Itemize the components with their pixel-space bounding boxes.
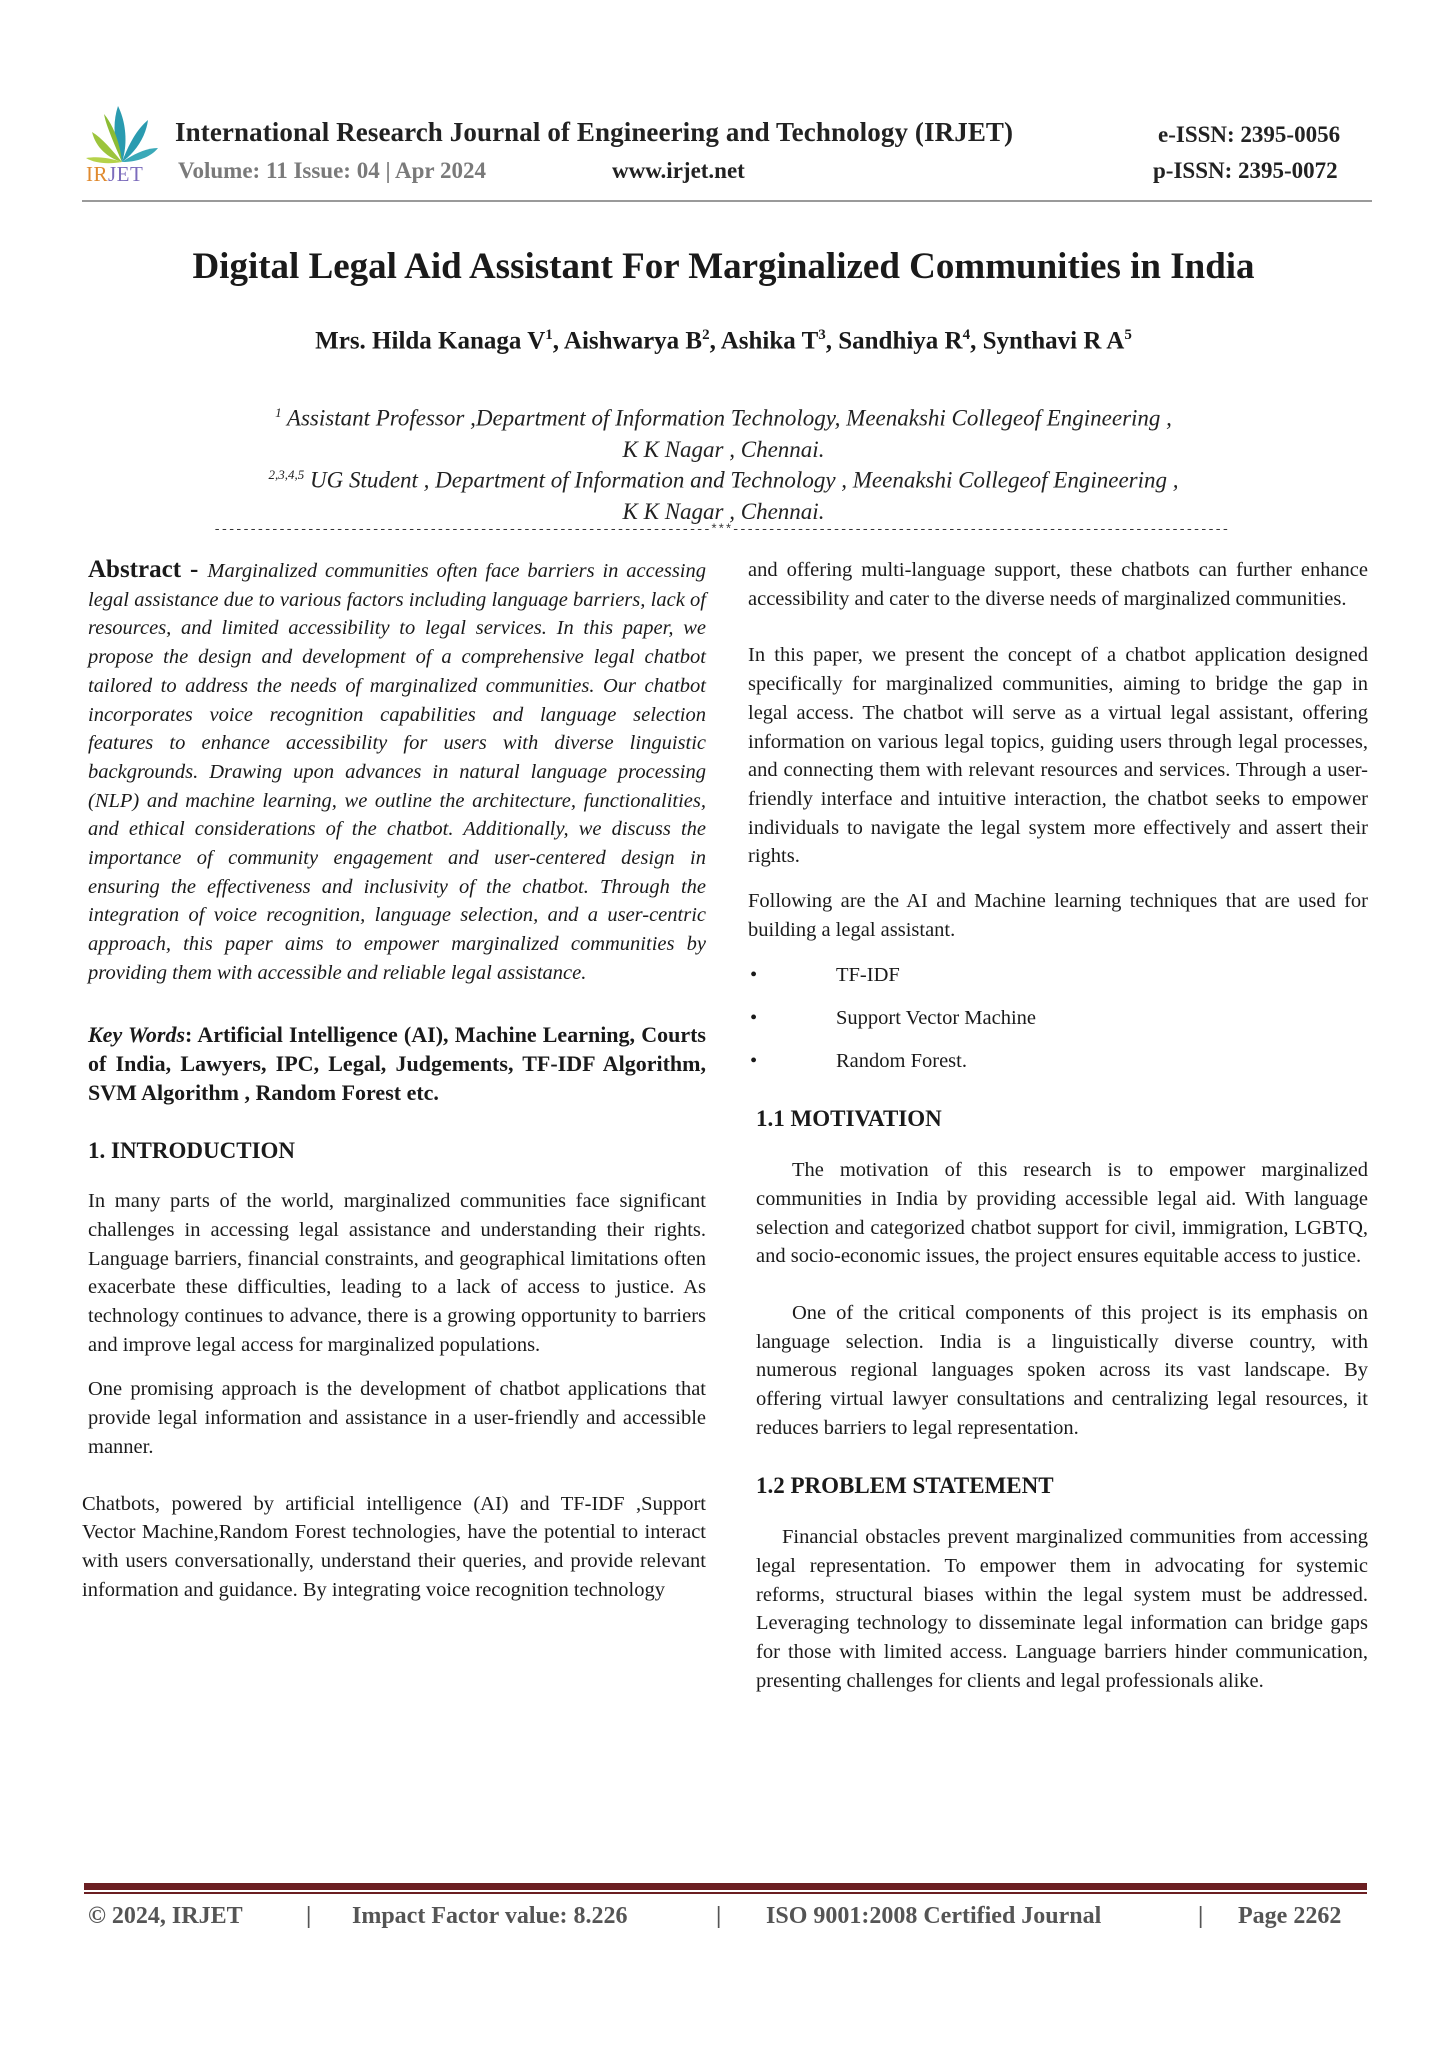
affiliation-2: [0, 459, 1447, 527]
affiliation-sup: 1: [275, 405, 282, 420]
author: Mrs. Hilda Kanaga V: [315, 327, 546, 355]
keywords-text: : Artificial Intelligence (AI), Machine Learning, Courts of India, Lawyers, IPC, Legal, Judgements, TF-IDF Algorithm, SVM Algorithm , Random Forest etc.: [88, 1021, 706, 1105]
page-footer: [88, 1903, 1368, 1943]
intro-paragraph: Chatbots, powered by artificial intelligence (AI) and TF-IDF ,Support Vector Machine,Random Forest technologies, have the potential to interact with users conversationally, understand their queries, and provide relevant information and guidance. By integrating voice recognition technology: [82, 1492, 706, 1601]
motivation-paragraph: One of the critical components of this project is its emphasis on language selection. India is a linguistically diverse country, with numerous regional languages spoken across its vast landscape. By offering virtual lawyer consultations and centralizing legal resources, it reduces barriers to legal representation.: [756, 1301, 1368, 1439]
list-item: • Support Vector Machine: [748, 997, 1368, 1040]
footer-copyright: © 2024, IRJET: [88, 1903, 243, 1929]
header-divider: [82, 200, 1372, 202]
affiliation-line: UG Student , Department of Information and Technology , Meenakshi Collegeof Engineering ,: [304, 467, 1179, 493]
abstract-label: Abstract -: [88, 556, 208, 583]
footer-rule-thin: [84, 1892, 1367, 1894]
footer-divider: |: [1198, 1903, 1204, 1929]
section-heading-motivation: 1.1 MOTIVATION: [756, 1106, 942, 1132]
irjet-logo: [84, 104, 160, 188]
motivation-paragraph: The motivation of this research is to empower marginalized communities in India by providing accessible legal aid. With language selection and categorized chatbot support for civil, immigration, LGBTQ, and socio-economic issues, the project ensures equitable access to justice.: [756, 1159, 1368, 1268]
body-paragraph: and offering multi-language support, these chatbots can further enhance accessibility and cater to the diverse needs of marginalized communities.: [748, 559, 1368, 610]
affiliation-line: K K Nagar , Chennai.: [622, 498, 825, 524]
author-list: Mrs. Hilda Kanaga $V^1$, Aishwarya $B^2$, Ashika $T^3$, Sandhiya $R^4$, Synthavi R $A^5$: [315, 327, 1132, 355]
affiliation-line: Assistant Professor ,Department of Information Technology, Meenakshi Collegeof Engineering ,: [281, 405, 1172, 431]
author-affil-sup: 4: [962, 327, 971, 343]
affiliation-1: [0, 397, 1447, 465]
abstract: [88, 556, 706, 988]
logo-wordmark: IRJET: [86, 162, 144, 186]
problem-paragraph: Financial obstacles prevent marginalized communities from accessing legal representation. To empower them in advocating for systemic reforms, structural biases within the legal system must be addressed. Leveraging technology to disseminate legal information can bridge gaps for those with limited access. Language barriers hinder communication, presenting challenges for clients and legal professionals alike.: [756, 1526, 1368, 1692]
list-item: • Random Forest.: [748, 1040, 1368, 1083]
keywords: [88, 1020, 706, 1107]
paper-title: Digital Legal Aid Assistant For Marginalized Communities in India: [192, 246, 1255, 287]
left-column: [82, 556, 706, 1604]
footer-page-number: Page 2262: [1238, 1903, 1342, 1929]
techniques-list: [748, 954, 1368, 1083]
e-issn: e-ISSN: 2395-0056: [1158, 122, 1341, 147]
leaf-logo-icon: [84, 104, 160, 164]
footer-impact-factor: Impact Factor value: 8.226: [352, 1903, 628, 1929]
section-heading-introduction: 1. INTRODUCTION: [88, 1137, 296, 1163]
footer-rule: [84, 1883, 1367, 1890]
footer-divider: |: [716, 1903, 722, 1929]
affiliation-sup: 2,3,4,5: [268, 467, 305, 482]
journal-title: International Research Journal of Engineering and Technology (IRJET): [175, 117, 1014, 147]
affiliation-line: K K Nagar , Chennai.: [622, 436, 825, 462]
body-paragraph: Following are the AI and Machine learning techniques that are used for building a legal assistant.: [748, 890, 1368, 941]
author-affil-sup: 1: [545, 327, 553, 343]
p-issn: p-ISSN: 2395-0072: [1153, 158, 1338, 183]
author-affil-sup: 2: [702, 327, 710, 343]
author: Sandhiya R: [838, 327, 963, 355]
author-affil-sup: 3: [818, 327, 826, 343]
volume-issue: Volume: 11 Issue: 04 | Apr 2024: [178, 158, 486, 183]
author: Ashika T: [720, 327, 819, 355]
author-affil-sup: 5: [1124, 327, 1132, 343]
intro-paragraph: In many parts of the world, marginalized communities face significant challenges in accessing legal assistance and understanding their rights. Language barriers, financial constraints, and geographical limitations often exacerbate these difficulties, leading to a lack of access to justice. As technology continues to advance, there is a growing opportunity to barriers and improve legal access for marginalized populations.: [88, 1190, 706, 1356]
intro-paragraph: One promising approach is the development of chatbot applications that provide legal information and assistance in a user-friendly and accessible manner.: [88, 1378, 706, 1458]
body-paragraph: In this paper, we present the concept of a chatbot application designed specifically for marginalized communities, aiming to bridge the gap in legal access. The chatbot will serve as a virtual legal assistant, offering information on various legal topics, guiding users through legal processes, and connecting them with relevant resources and services. Through a user-friendly interface and intuitive interaction, the chatbot seeks to empower individuals to navigate the legal system more effectively and assert their rights.: [748, 644, 1368, 868]
author: Aishwarya B: [563, 327, 703, 355]
list-item: • TF-IDF: [748, 954, 1368, 997]
footer-divider: |: [306, 1903, 312, 1929]
keywords-label: Key Words: [88, 1021, 186, 1047]
footer-iso: ISO 9001:2008 Certified Journal: [766, 1903, 1102, 1929]
author: Synthavi R A: [982, 327, 1125, 355]
section-separator: ---------------------------------------------------------------------***---------------------------------------------------------------------: [213, 522, 1229, 537]
right-column: [748, 556, 1368, 1695]
abstract-text: Marginalized communities often face barriers in accessing legal assistance due to various factors including language barriers, lack of resources, and limited accessibility to legal services. In this paper, we propose the design and development of a comprehensive legal chatbot tailored to address the needs of marginalized communities. Our chatbot incorporates voice recognition capabilities and language selection features to enhance accessibility for users with diverse linguistic backgrounds. Drawing upon advances in natural language processing (NLP) and machine learning, we outline the architecture, functionalities, and ethical considerations of the chatbot. Additionally, we discuss the importance of community engagement and user-centered design in ensuring the effectiveness and inclusivity of the chatbot. Through the integration of voice recognition, language selection, and a user-centric approach, this paper aims to empower marginalized communities by providing them with accessible and reliable legal assistance.: [88, 560, 706, 984]
journal-website-link[interactable]: www.irjet.net: [612, 158, 745, 183]
section-heading-problem-statement: 1.2 PROBLEM STATEMENT: [756, 1473, 1054, 1499]
